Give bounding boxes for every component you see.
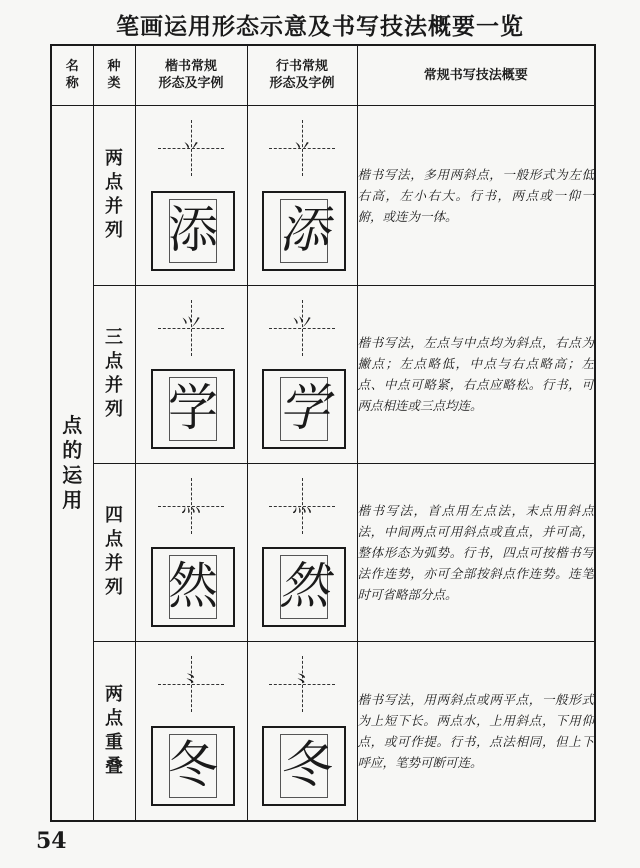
stroke-diagram: ⺀	[158, 656, 224, 712]
stroke-diagram: ⺀	[269, 656, 335, 712]
char-example: 添	[151, 191, 235, 271]
table-row	[51, 105, 595, 285]
technique-description: 楷书写法，多用两斜点，一般形式为左低右高，左小右大。行书，两点或一仰一俯，或连为一体。	[357, 105, 595, 285]
kaishu-sample	[135, 285, 247, 463]
page-number: 54	[36, 828, 67, 854]
table-row	[51, 641, 595, 821]
category-cell: 点 的 运 用	[51, 105, 93, 821]
technique-description: 楷书写法，用两斜点或两平点，一般形式为上短下长。两点水，上用斜点，下用仰点，或可作提。行书，点法相同，但上下呼应，笔势可断可连。	[357, 641, 595, 821]
kind-cell: 两 点 重 叠	[93, 641, 135, 821]
stroke-diagram: 灬	[158, 478, 224, 534]
header-kind: 种 类	[93, 45, 135, 105]
header-technique: 常规书写技法概要	[357, 45, 595, 105]
header-name: 名 称	[51, 45, 93, 105]
char-example: 冬	[151, 726, 235, 806]
header-kaishu: 楷书常规 形态及字例	[135, 45, 247, 105]
char-example: 冬	[262, 726, 346, 806]
stroke-diagram: 灬	[269, 478, 335, 534]
stroke-diagram: 丷	[269, 120, 335, 176]
char-example: 然	[151, 547, 235, 627]
kind-cell: 三 点 并 列	[93, 285, 135, 463]
header-xingshu: 行书常规 形态及字例	[247, 45, 357, 105]
kaishu-sample	[135, 105, 247, 285]
table-row	[51, 463, 595, 641]
header-row	[51, 45, 595, 105]
stroke-diagram: ⺍	[269, 300, 335, 356]
technique-description: 楷书写法，首点用左点法，末点用斜点法，中间两点可用斜点或直点，并可高，整体形态为弧势。行书，四点可按楷书写法作连势，亦可全部按斜点作连势。连笔时可省略部分点。	[357, 463, 595, 641]
kaishu-sample	[135, 641, 247, 821]
xingshu-sample	[247, 463, 357, 641]
kind-cell: 两 点 并 列	[93, 105, 135, 285]
xingshu-sample	[247, 285, 357, 463]
stroke-table	[50, 44, 596, 822]
xingshu-sample	[247, 641, 357, 821]
char-example: 学	[262, 369, 346, 449]
xingshu-sample	[247, 105, 357, 285]
kind-cell: 四 点 并 列	[93, 463, 135, 641]
table-row	[51, 285, 595, 463]
stroke-diagram: 丷	[158, 120, 224, 176]
kaishu-sample	[135, 463, 247, 641]
page-title: 笔画运用形态示意及书写技法概要一览	[116, 13, 524, 40]
char-example: 添	[262, 191, 346, 271]
char-example: 学	[151, 369, 235, 449]
stroke-diagram: ⺍	[158, 300, 224, 356]
technique-description: 楷书写法，左点与中点均为斜点，右点为撇点；左点略低，中点与右点略高；左点、中点可略紧，右点应略松。行书，可两点相连或三点均连。	[357, 285, 595, 463]
char-example: 然	[262, 547, 346, 627]
